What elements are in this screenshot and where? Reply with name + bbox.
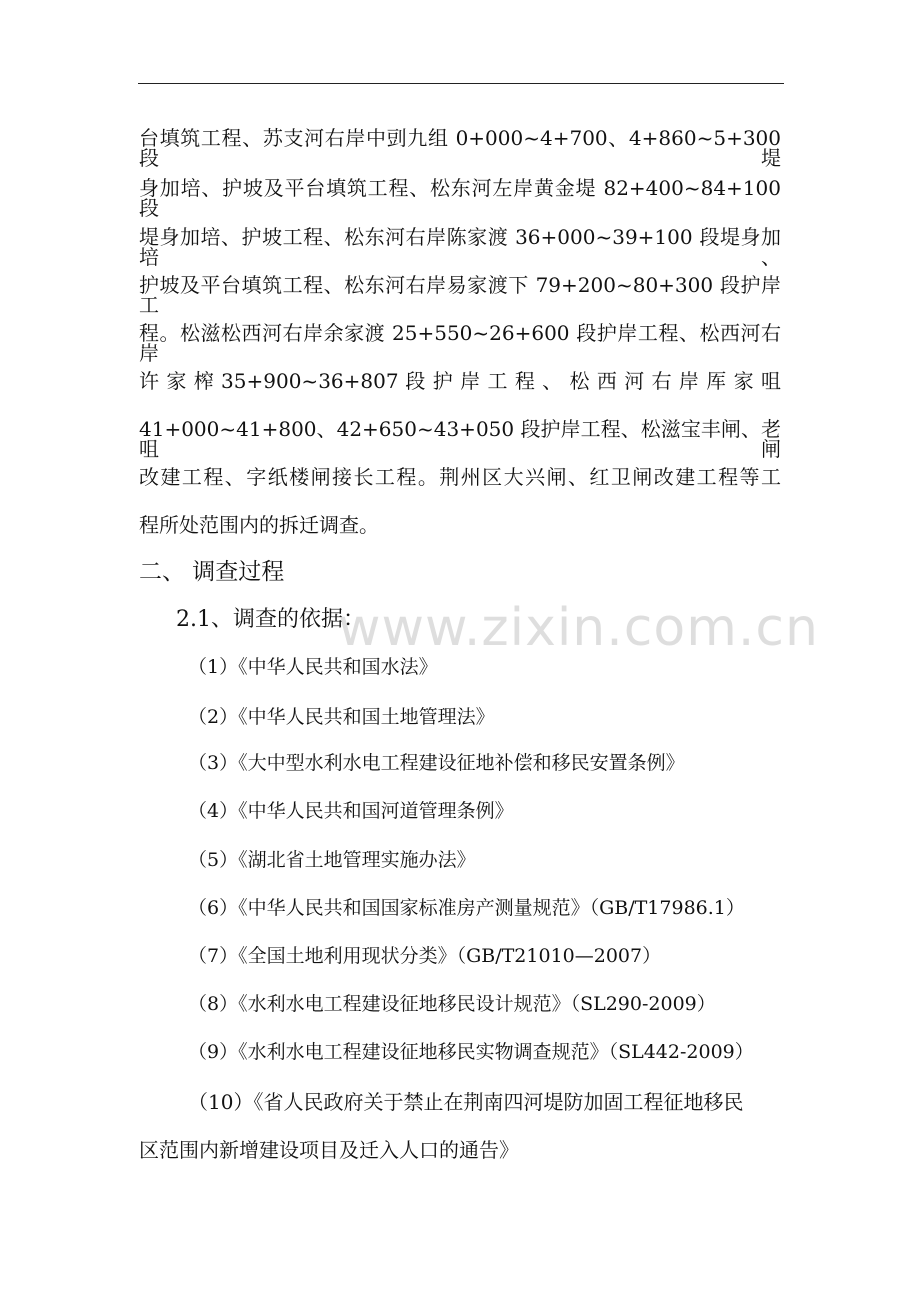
- paragraph-line: 改建工程、字纸楼闸接长工程。荆州区大兴闸、红卫闸改建工程等工: [139, 465, 781, 489]
- reference-item: （6）《中华人民共和国国家标准房产测量规范》（GB/T17986.1）: [188, 897, 745, 919]
- reference-item: （1）《中华人民共和国水法》: [188, 656, 438, 678]
- reference-item-10-line: （10）《省人民政府关于禁止在荆南四河堤防加固工程征地移民: [188, 1090, 744, 1114]
- section-heading: 二、 调查过程: [139, 559, 285, 585]
- paragraph-line: 程。松滋松西河右岸余家渡 25+550~26+600 段护岸工程、松西河右岸: [139, 321, 781, 365]
- reference-item: （7）《全国土地利用现状分类》（GB/T21010—2007）: [188, 945, 662, 967]
- paragraph-line: 许 家 榨 35+900~36+807 段 护 岸 工 程 、 松 西 河 右 岸 厍 家 咀: [139, 369, 781, 393]
- reference-item: （5）《湖北省土地管理实施办法》: [188, 849, 476, 871]
- reference-item: （3）《大中型水利水电工程建设征地补偿和移民安置条例》: [188, 752, 685, 774]
- reference-item: （9）《水利水电工程建设征地移民实物调查规范》（SL442-2009）: [188, 1041, 754, 1063]
- reference-item: （4）《中华人民共和国河道管理条例》: [188, 800, 514, 822]
- reference-item-10-line: 区范围内新增建设项目及迁入人口的通告》: [139, 1138, 519, 1162]
- paragraph-line: 护坡及平台填筑工程、松东河右岸易家渡下 79+200~80+300 段护岸工: [139, 273, 781, 317]
- reference-item: （8）《水利水电工程建设征地移民设计规范》（SL290-2009）: [188, 993, 716, 1015]
- paragraph-line: 身加培、护坡及平台填筑工程、松东河左岸黄金堤 82+400~84+100 段: [139, 176, 781, 220]
- paragraph-line: 程所处范围内的拆迁调查。: [139, 513, 379, 537]
- header-rule: [138, 83, 784, 84]
- subheading: 2.1、调查的依据：: [176, 607, 365, 632]
- paragraph-line: 台填筑工程、苏支河右岸中剅九组 0+000~4+700、4+860~5+300 段堤: [139, 126, 781, 170]
- watermark: www.zixin.com.cn: [338, 598, 819, 658]
- paragraph-line: 41+000~41+800、42+650~43+050 段护岸工程、松滋宝丰闸、老咀闸: [139, 417, 781, 461]
- reference-item: （2）《中华人民共和国土地管理法》: [188, 706, 495, 728]
- paragraph-line: 堤身加培、护坡工程、松东河右岸陈家渡 36+000~39+100 段堤身加培、: [139, 225, 781, 269]
